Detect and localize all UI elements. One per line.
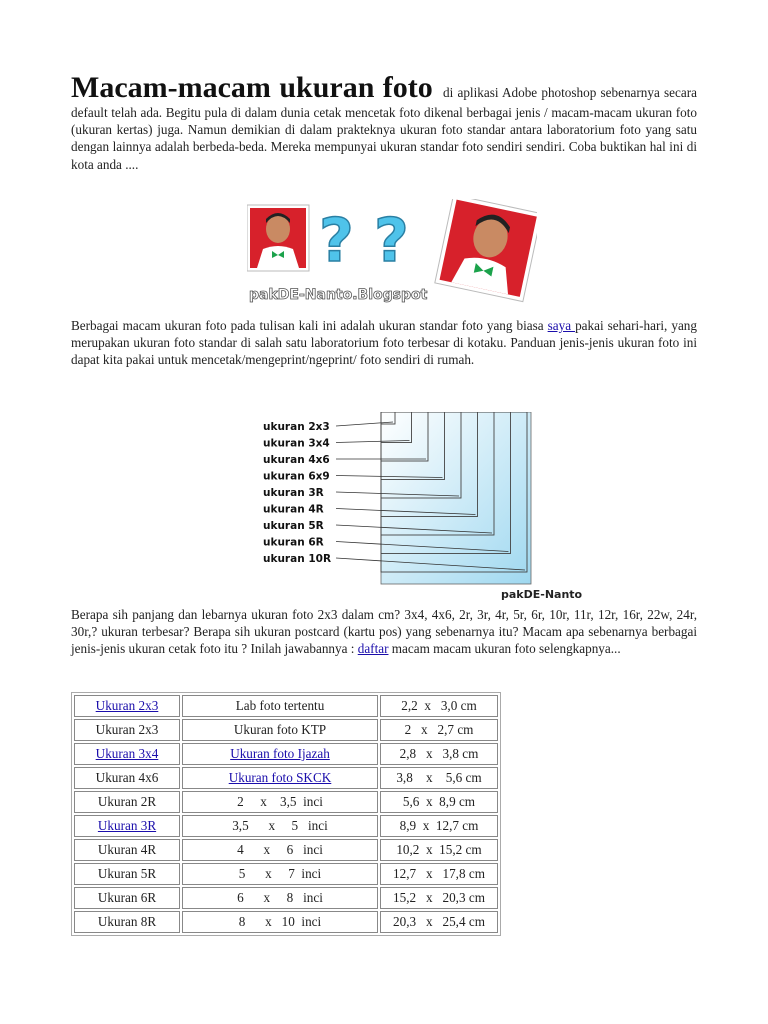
diagram-credit: pakDE-Nanto xyxy=(501,588,583,601)
table-row xyxy=(74,791,498,813)
question-marks: ? xyxy=(319,206,354,276)
table-cell-name-link[interactable]: Ukuran 3x4 xyxy=(95,746,159,761)
diagram-label: ukuran 4x6 xyxy=(263,454,330,466)
diagram-label: ukuran 5R xyxy=(263,520,324,532)
paragraph-2-text-end: pakai sehari-hari, yang merupakan ukuran foto standar di salah satu laboratorium foto terbesar di kotaku. Panduan jenis-jenis ukuran foto ini dapat kita pakai untuk mencetak/mengeprint/ngeprint/ foto sendiri di rumah. xyxy=(71,318,697,368)
intro-paragraph xyxy=(71,72,697,173)
table-cell-use: 8 x 10 inci xyxy=(182,911,378,933)
table-cell-name[interactable] xyxy=(74,743,180,765)
table-cell-use: Ukuran foto KTP xyxy=(182,719,378,741)
photo-banner-image xyxy=(247,199,537,304)
table-row xyxy=(74,839,498,861)
table-cell-name[interactable] xyxy=(74,695,180,717)
table-cell-name: Ukuran 5R xyxy=(74,863,180,885)
photo-size-diagram xyxy=(261,412,601,602)
table-row xyxy=(74,815,498,837)
table-cell-use: 2 x 3,5 inci xyxy=(182,791,378,813)
table-row xyxy=(74,863,498,885)
table-cell-name-link[interactable]: Ukuran 2x3 xyxy=(95,698,159,713)
table-cell-size: 15,2 x 20,3 cm xyxy=(380,887,498,909)
table-cell-size: 8,9 x 12,7 cm xyxy=(380,815,498,837)
table-cell-name: Ukuran 8R xyxy=(74,911,180,933)
table-cell-use: 6 x 8 inci xyxy=(182,887,378,909)
table-cell-name-link[interactable]: Ukuran 3R xyxy=(97,818,157,833)
diagram-label: ukuran 4R xyxy=(263,503,324,516)
diagram-label: ukuran 2x3 xyxy=(263,421,330,433)
table-row xyxy=(74,719,498,741)
table-cell-name: Ukuran 4x6 xyxy=(74,767,180,789)
table-cell-size: 2 x 2,7 cm xyxy=(380,719,498,741)
table-cell-use[interactable] xyxy=(182,743,378,765)
table-cell-use: 3,5 x 5 inci xyxy=(182,815,378,837)
paragraph-3 xyxy=(71,606,697,658)
banner-watermark: pakDE-Nanto.Blogspot xyxy=(249,287,428,303)
paragraph-2-text: Berbagai macam ukuran foto pada tulisan kali ini adalah ukuran standar foto yang biasa xyxy=(71,318,548,333)
paragraph-3-text-end: macam macam ukuran foto selengkapnya... xyxy=(388,641,621,657)
table-cell-name: Ukuran 2R xyxy=(74,791,180,813)
table-cell-size: 10,2 x 15,2 cm xyxy=(380,839,498,861)
table-cell-use: 4 x 6 inci xyxy=(182,839,378,861)
table-cell-use: 5 x 7 inci xyxy=(182,863,378,885)
diagram-label: ukuran 6x9 xyxy=(263,470,330,483)
diagram-label: ukuran 3x4 xyxy=(263,437,330,450)
table-row xyxy=(74,743,498,765)
photo-size-table xyxy=(71,692,501,936)
table-cell-use-link[interactable]: Ukuran foto Ijazah xyxy=(230,746,330,761)
diagram-label: ukuran 3R xyxy=(263,487,324,499)
table-row xyxy=(74,695,498,717)
table-cell-name: Ukuran 2x3 xyxy=(74,719,180,741)
paragraph-3-text: Berapa sih panjang dan lebarnya ukuran foto 2x3 dalam cm? 3x4, 4x6, 2r, 3r, 4r, 5r, 6r, 10r, 11r, 12r, 16r, 22w, 24r, 30r,? ukuran terbesar? Berapa sih ukuran postcard (kartu pos) yang sebenarnya itu? Macam apa sebenarnya berbagai jenis-jenis ukuran cetak foto itu ? Inilah jawabannya : xyxy=(71,607,697,657)
page-title: Macam-macam ukuran foto xyxy=(71,71,433,104)
paragraph-2 xyxy=(71,317,697,369)
svg-text:?: ? xyxy=(374,206,409,276)
table-row xyxy=(74,887,498,909)
table-row xyxy=(74,911,498,933)
table-cell-use: Lab foto tertentu xyxy=(182,695,378,717)
table-cell-size: 20,3 x 25,4 cm xyxy=(380,911,498,933)
table-cell-name[interactable] xyxy=(74,815,180,837)
table-cell-name: Ukuran 6R xyxy=(74,887,180,909)
table-cell-size: 5,6 x 8,9 cm xyxy=(380,791,498,813)
intro-text: di aplikasi Adobe photoshop sebenarnya secara default telah ada. Begitu pula di dalam dunia cetak mencetak foto dikenal berbagai jenis / macam-macam ukuran foto (ukuran kertas) juga. Namun demikian di dalam prakteknya ukuran foto standar antara laboratorium foto yang satu dengan lainnya adalah berbeda-beda. Mereka mempunyai ukuran standar foto sendiri sendiri. Coba buktikan hal ini di kota anda .... xyxy=(71,85,697,172)
table-cell-name: Ukuran 4R xyxy=(74,839,180,861)
daftar-link[interactable]: daftar xyxy=(357,641,389,657)
table-cell-use-link[interactable]: Ukuran foto SKCK xyxy=(228,770,332,785)
table-cell-size: 12,7 x 17,8 cm xyxy=(380,863,498,885)
table-cell-size: 2,2 x 3,0 cm xyxy=(380,695,498,717)
table-cell-size: 2,8 x 3,8 cm xyxy=(380,743,498,765)
table-cell-use[interactable] xyxy=(182,767,378,789)
diagram-label: ukuran 10R xyxy=(263,553,332,565)
diagram-label: ukuran 6R xyxy=(263,536,324,549)
table-row xyxy=(74,767,498,789)
table-cell-size: 3,8 x 5,6 cm xyxy=(380,767,498,789)
saya-link[interactable]: saya xyxy=(547,318,576,333)
